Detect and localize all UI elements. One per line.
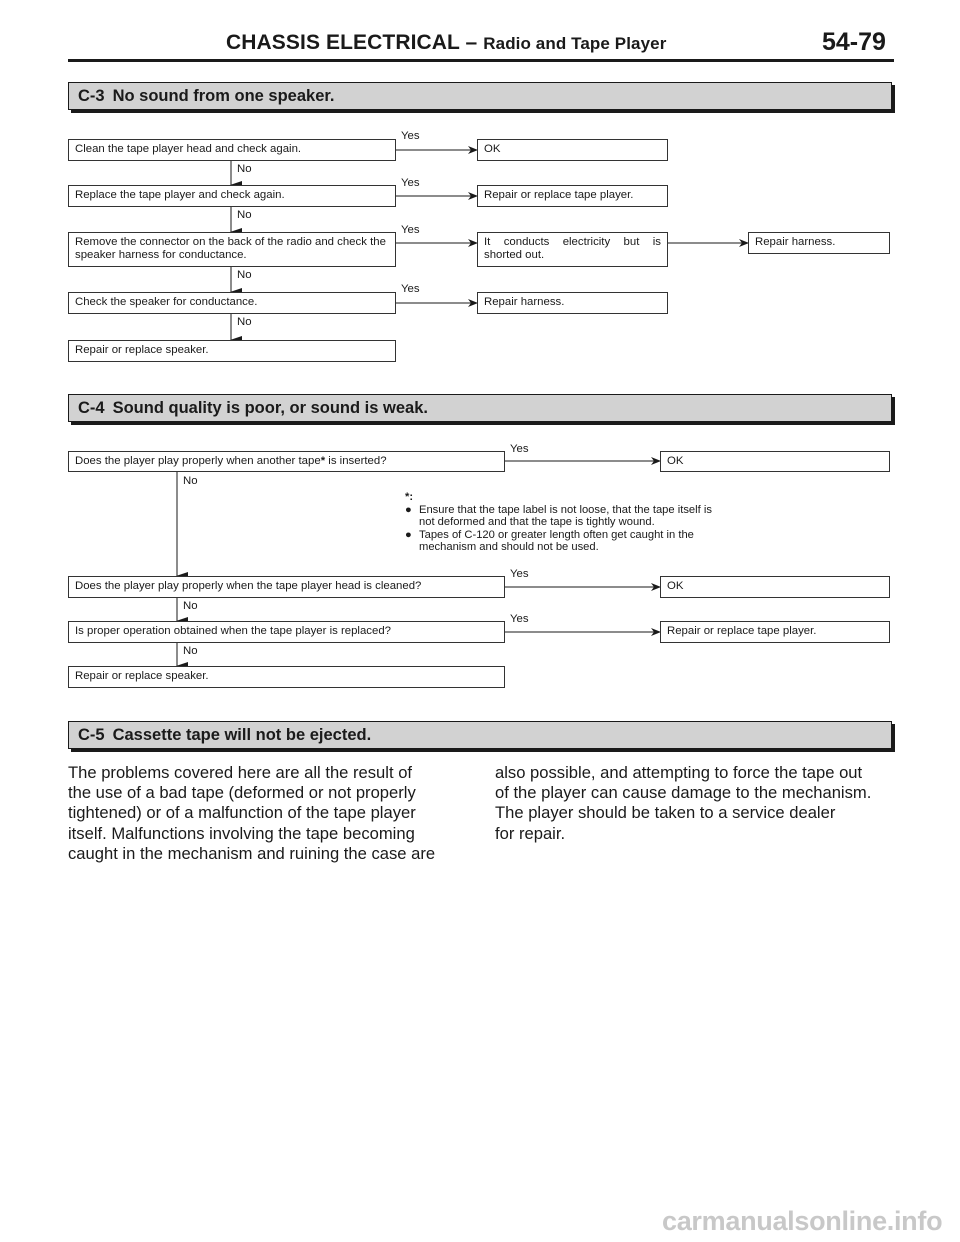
c4-result-ok-2: OK bbox=[660, 576, 890, 598]
section-header-c4 bbox=[68, 394, 892, 422]
c3-result-ok: OK bbox=[477, 139, 668, 161]
section-title: Cassette tape will not be ejected. bbox=[112, 726, 372, 744]
footnote-item bbox=[405, 529, 719, 554]
c3-step-check-harness: Remove the connector on the back of the radio and check the speaker harness for conductance. bbox=[68, 232, 396, 267]
c3-step-check-speaker: Check the speaker for conductance. bbox=[68, 292, 396, 314]
page-number: 54-79 bbox=[822, 28, 886, 56]
paragraph-line: The player should be taken to a service dealer bbox=[495, 803, 836, 823]
header-subtitle: Radio and Tape Player bbox=[483, 34, 667, 53]
section-title: Sound quality is poor, or sound is weak. bbox=[112, 399, 428, 417]
c3-step-clean-head: Clean the tape player head and check again. bbox=[68, 139, 396, 161]
c4-step-replace-speaker: Repair or replace speaker. bbox=[68, 666, 505, 688]
bullet-icon: ● bbox=[405, 528, 412, 541]
yes-label: Yes bbox=[510, 613, 529, 625]
footnote bbox=[405, 491, 719, 554]
c3-result-repair-harness: Repair harness. bbox=[748, 232, 890, 254]
paragraph-line: of the player can cause damage to the mechanism. bbox=[495, 783, 872, 803]
footnote-item bbox=[405, 504, 719, 529]
paragraph-line: The problems covered here are all the result of bbox=[68, 763, 413, 782]
paragraph-line: caught in the mechanism and ruining the case are bbox=[68, 843, 436, 863]
c3-result-repair-harness-2: Repair harness. bbox=[477, 292, 668, 314]
c3-result-shorted: It conducts electricity but is shorted out. bbox=[477, 232, 668, 267]
header-separator: – bbox=[465, 31, 478, 54]
yes-label: Yes bbox=[510, 568, 529, 580]
c5-paragraph-left bbox=[68, 763, 462, 864]
section-header-c3 bbox=[68, 82, 892, 110]
no-label: No bbox=[237, 316, 252, 328]
c3-step-replace-speaker: Repair or replace speaker. bbox=[68, 340, 396, 362]
section-title: No sound from one speaker. bbox=[112, 87, 335, 105]
c4-step-head-cleaned: Does the player play properly when the tape player head is cleaned? bbox=[68, 576, 505, 598]
section-code: C-5 bbox=[78, 726, 105, 744]
c4-step-another-tape bbox=[68, 451, 505, 472]
paragraph-line: also possible, and attempting to force the tape out bbox=[495, 763, 863, 782]
watermark: carmanualsonline.info bbox=[662, 1206, 943, 1236]
c3-step-replace-player: Replace the tape player and check again. bbox=[68, 185, 396, 207]
section-code: C-3 bbox=[78, 87, 105, 105]
yes-label: Yes bbox=[401, 177, 420, 189]
no-label: No bbox=[183, 645, 198, 657]
section-code: C-4 bbox=[78, 399, 105, 417]
yes-label: Yes bbox=[401, 224, 420, 236]
c4-step-another-tape-suffix: is inserted? bbox=[325, 455, 387, 467]
header-title: CHASSIS ELECTRICAL bbox=[226, 31, 460, 54]
c4-result-replace-player: Repair or replace tape player. bbox=[660, 621, 890, 643]
c4-step-player-replaced: Is proper operation obtained when the tape player is replaced? bbox=[68, 621, 505, 643]
c3-result-replace-player: Repair or replace tape player. bbox=[477, 185, 668, 207]
yes-label: Yes bbox=[401, 130, 420, 142]
paragraph-line: for repair. bbox=[495, 823, 566, 843]
bullet-icon: ● bbox=[405, 503, 412, 516]
no-label: No bbox=[237, 269, 252, 281]
footnote-item-text: Tapes of C-120 or greater length often get caught in the mechanism and should not be used. bbox=[419, 528, 694, 553]
yes-label: Yes bbox=[510, 443, 529, 455]
footnote-marker: *: bbox=[405, 491, 414, 503]
c4-result-ok: OK bbox=[660, 451, 890, 472]
footnote-star: * bbox=[320, 455, 326, 467]
section-header-c5 bbox=[68, 721, 892, 749]
footnote-item-text: Ensure that the tape label is not loose, that the tape itself is not deformed and that the tape is tightly wound. bbox=[419, 503, 712, 528]
no-label: No bbox=[237, 209, 252, 221]
c4-step-another-tape-text: Does the player play properly when another tape bbox=[75, 455, 321, 467]
no-label: No bbox=[237, 163, 252, 175]
paragraph-line: the use of a bad tape (deformed or not properly bbox=[68, 783, 416, 803]
paragraph-line: itself. Malfunctions involving the tape becoming bbox=[68, 823, 415, 843]
paragraph-line: tightened) or of a malfunction of the tape player bbox=[68, 803, 416, 823]
no-label: No bbox=[183, 600, 198, 612]
yes-label: Yes bbox=[401, 283, 420, 295]
no-label: No bbox=[183, 475, 198, 487]
c5-paragraph-right bbox=[495, 763, 891, 844]
